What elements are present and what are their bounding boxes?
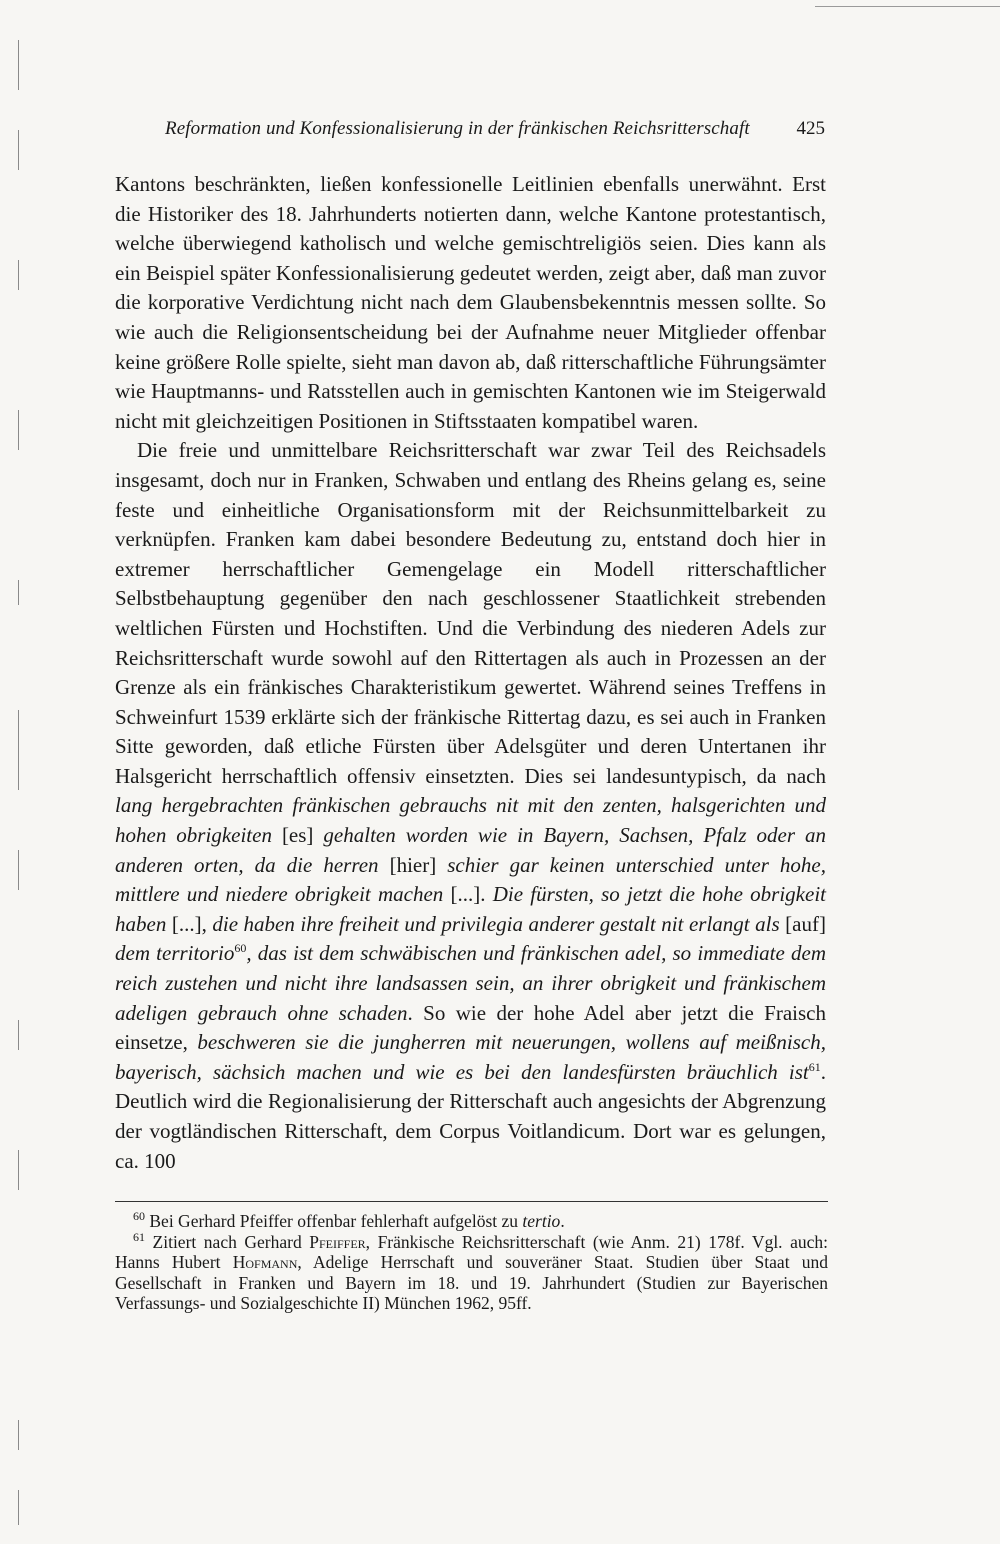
text-run: [...]. — [443, 882, 493, 907]
footnote-number: 60 — [133, 1209, 145, 1224]
text-run: [auf] — [779, 911, 826, 936]
text-run: . So wie der hohe Adel aber jetzt die Fraisch einsetze, — [115, 1000, 826, 1055]
quotation: gehalten worden wie in Bayern, Sachsen, Pfalz oder an anderen orten, da die herren — [115, 823, 826, 877]
paragraph-2 — [115, 436, 826, 1176]
author-name: Pfeiffer — [309, 1231, 366, 1252]
page-number: 425 — [796, 118, 825, 139]
footnote-text: , Adelige Herrschaft und souveräner Staat. Studien über Staat und Gesellschaft in Franken und Bayern im 18. und 19. Jahrhundert (Studien zur Bayerischen Verfassungs- und Sozialgeschichte II) München 1962, 95ff. — [115, 1252, 828, 1313]
body-text — [115, 170, 826, 1176]
text-run: [es] — [271, 823, 324, 848]
text-run: [hier] — [378, 852, 448, 877]
footnote-text: , Fränkische Reichsritterschaft (wie Anm. 21) 178f. Vgl. auch: Hanns Hubert — [115, 1231, 828, 1272]
footnote-number: 61 — [133, 1229, 145, 1244]
footnote-text: Bei Gerhard Pfeiffer offenbar fehlerhaft aufgelöst zu — [145, 1211, 523, 1231]
author-name: Hofmann — [232, 1252, 298, 1272]
footnote-ref-60[interactable]: 60 — [234, 941, 247, 956]
footnote-60 — [115, 1211, 828, 1232]
quotation: Die fürsten, so jetzt die hohe obrigkeit haben — [115, 882, 826, 936]
paragraph-1: Kantons beschränkten, ließen konfessionelle Leitlinien ebenfalls unerwähnt. Erst die Historiker des 18. Jahrhunderts notierten dann, welche Kantone protestantisch, welche überwiegend katholisch und welche gemischtreligiös seien. Dies kann als ein Beispiel später Konfessionalisierung gedeutet werden, zeigt aber, daß man zuvor die korporative Verdichtung nicht nach dem Glaubensbekenntnis messen sollte. So wie auch die Religionsentscheidung bei der Aufnahme neuer Mitglieder offenbar keine größere Rolle spielte, sieht man davon ab, daß ritterschaftliche Führungsämter wie Hauptmanns- und Ratsstellen auch in gemischten Kantonen wie im Steigerwald nicht mit gleichzeitigen Positionen in Stiftsstaaten kompatibel waren. — [115, 172, 826, 433]
footnote-61 — [115, 1229, 828, 1314]
footnote-italic: tertio — [522, 1211, 561, 1231]
quotation: die haben ihre freiheit und privilegia anderer gestalt nit erlangt als — [212, 911, 780, 936]
text-run: Die freie und unmittelbare Reichsritterschaft war zwar Teil des Reichsadels insgesamt, doch nur in Franken, Schwaben und entlang des Rheins gelang es, seine feste und einheitliche Organisationsform mit der Reichsunmittelbarkeit zu verknüpfen. Franken kam dabei besondere Bedeutung zu, entstand doch hier in extremer herrschaftlicher Gemengelage ein Modell ritterschaftlicher Selbstbehauptung gegenüber den nach geschlossener Staatlichkeit strebenden weltlichen Fürsten und Hochstiften. Und die Verbindung des niederen Adels zur Reichsritterschaft wurde sowohl auf den Rittertagen als auch in Prozessen an der Grenze als ein fränkisches Charakteristikum gewertet. Während seines Treffens in Schweinfurt 1539 erklärte sich der fränkische Rittertag dazu, es sei auch in Franken Sitte geworden, daß etliche Fürsten über Adelsgüter und deren Untertanen ihr Halsgericht herrschaftlich offensiv einsetzten. Dies sei landesuntypisch, da nach — [115, 438, 826, 788]
footnote-ref-61[interactable]: 61 — [808, 1059, 821, 1074]
footnote-divider — [115, 1201, 828, 1202]
quotation: dem territorio — [115, 941, 235, 966]
quotation: beschweren sie die jungherren mit neuerungen, wollens auf meißnisch, bayerisch, sächsich machen und wie es bei den landesfürsten bräuchlich ist — [115, 1030, 826, 1084]
text-run: [...], — [166, 911, 213, 936]
scan-binding-marks — [18, 20, 21, 1520]
footnote-text: Zitiert nach Gerhard — [145, 1231, 310, 1252]
quotation: lang hergebrachten fränkischen gebrauchs nit mit den zenten, halsgerichten und hohen obrigkeiten — [115, 793, 826, 848]
text-run: . Deutlich wird die Regionalisierung der Ritterschaft auch angesichts der Abgrenzung der vogtländischen Ritterschaft, dem Corpus Voitlandicum. Dort war es gelungen, ca. 100 — [115, 1059, 826, 1173]
footnotes — [115, 1211, 828, 1314]
running-header — [165, 118, 825, 140]
footnote-text: . — [560, 1211, 565, 1231]
running-header-title: Reformation und Konfessionalisierung in der fränkischen Reichsritterschaft — [165, 118, 750, 139]
quotation: schier gar keinen unterschied unter hohe, mittlere und niedere obrigkeit machen — [115, 852, 826, 907]
scan-edge-rule — [815, 6, 1000, 7]
quotation: , das ist dem schwäbischen und fränkischen adel, so immediate dem reich zustehen und nicht ihre landsassen sein, an ihrer obrigkeit und fränkischem adeligen gebrauch ohne schaden — [115, 941, 826, 1025]
